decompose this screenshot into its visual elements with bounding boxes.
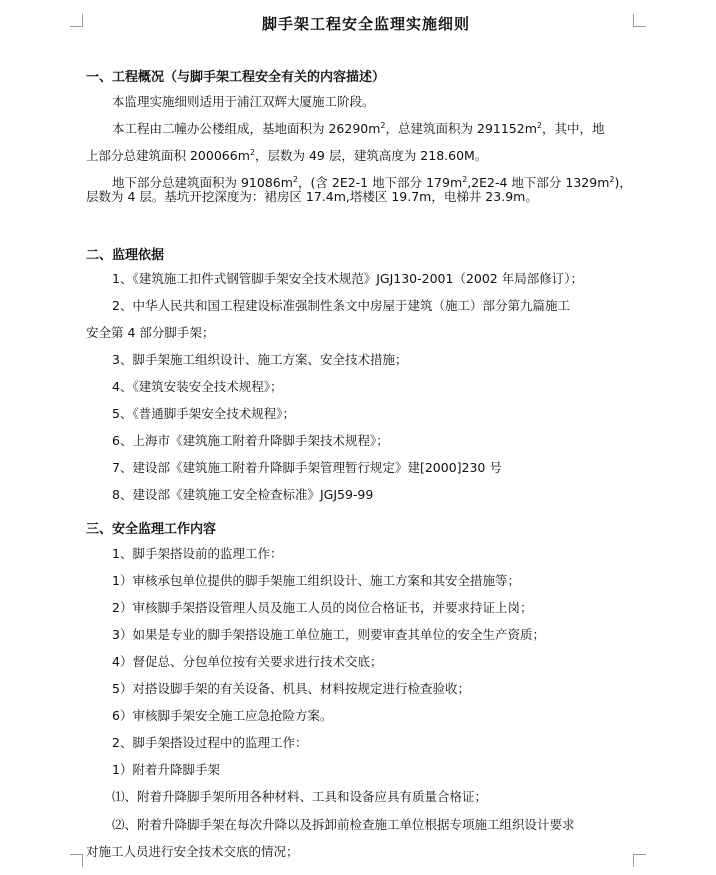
- section1-paragraph-3-line-2: 层数为 4 层。基坑开挖深度为：裙房区 17.4m,塔楼区 19.7m，电梯井 23.9m。: [86, 189, 538, 204]
- work-item-5: 4）督促总、分包单位按有关要求进行技术交底；: [112, 654, 383, 669]
- section2-heading: 二、监理依据: [86, 248, 165, 263]
- work-item-3: 2）审核脚手架搭设管理人员及施工人员的岗位合格证书，并要求持证上岗；: [112, 600, 533, 615]
- basis-item-6: 6、上海市《建筑施工附着升降脚手架技术规程》；: [112, 433, 389, 448]
- basis-item-7: 7、建设部《建筑施工附着升降脚手架管理暂行规定》建[2000]230 号: [112, 460, 502, 475]
- basis-item-8: 8、建设部《建筑施工安全检查标准》JGJ59-99: [112, 487, 374, 502]
- work-item-1: 1、脚手架搭设前的监理工作：: [112, 546, 283, 561]
- work-item-7: 6）审核脚手架安全施工应急抢险方案。: [112, 708, 333, 723]
- work-item-9: 1）附着升降脚手架: [112, 762, 220, 777]
- section1-paragraph-2-line-2: 上部分总建筑面积 $200066m^2$，层数为 49 层，建筑高度为 218.60M。: [86, 148, 488, 163]
- section3-heading: 三、安全监理工作内容: [86, 522, 217, 537]
- document-title: 脚手架工程安全监理实施细则: [261, 15, 470, 33]
- basis-item-5: 5、《普通脚手架安全技术规程》；: [112, 406, 295, 421]
- basis-item-4: 4、《建筑安装安全技术规程》；: [112, 379, 283, 394]
- basis-item-2-line-1: 2、中华人民共和国工程建设标准强制性条文中房屋于建筑（施工）部分第九篇施工: [112, 298, 570, 313]
- work-item-2: 1）审核承包单位提供的脚手架施工组织设计、施工方案和其安全措施等；: [112, 573, 520, 588]
- work-item-8: 2、脚手架搭设过程中的监理工作：: [112, 735, 308, 750]
- work-item-6: 5）对搭设脚手架的有关设备、机具、材料按规定进行检查验收；: [112, 681, 470, 696]
- section1-paragraph-2-line-1: 本工程由二幢办公楼组成，基地面积为 $26290m^2$，总建筑面积为 $291152m^2$，其中，地: [112, 121, 605, 136]
- work-item-11-line-1: ⑵、附着升降脚手架在每次升降以及拆卸前检查施工单位根据专项施工组织设计要求: [112, 817, 575, 832]
- section1-heading: 一、工程概况（与脚手架工程安全有关的内容描述）: [86, 70, 386, 85]
- basis-item-3: 3、脚手架施工组织设计、施工方案、安全技术措施；: [112, 352, 408, 367]
- basis-item-2-line-2: 安全第 4 部分脚手架；: [86, 325, 215, 340]
- section1-paragraph-3-line-1: 地下部分总建筑面积为 $91086m^2$，(含 2E2-1 地下部分 $179m^2,2E2-4$ 地下部分 $1329m^2$)，: [112, 175, 632, 190]
- basis-item-1: 1、《建筑施工扣件式钢管脚手架安全技术规范》JGJ130-2001（2002 年局部修订）；: [112, 271, 583, 286]
- work-item-11-line-2: 对施工人员进行安全技术交底的情况；: [86, 844, 299, 859]
- section1-paragraph-1: 本监理实施细则适用于浦江双辉大厦施工阶段。: [112, 94, 375, 109]
- margin-mark-top-left: [70, 14, 83, 27]
- work-item-10: ⑴、附着升降脚手架所用各种材料、工具和设备应具有质量合格证；: [112, 789, 488, 804]
- work-item-4: 3）如果是专业的脚手架搭设施工单位施工，则要审查其单位的安全生产资质；: [112, 627, 545, 642]
- margin-mark-bottom-left: [70, 854, 83, 867]
